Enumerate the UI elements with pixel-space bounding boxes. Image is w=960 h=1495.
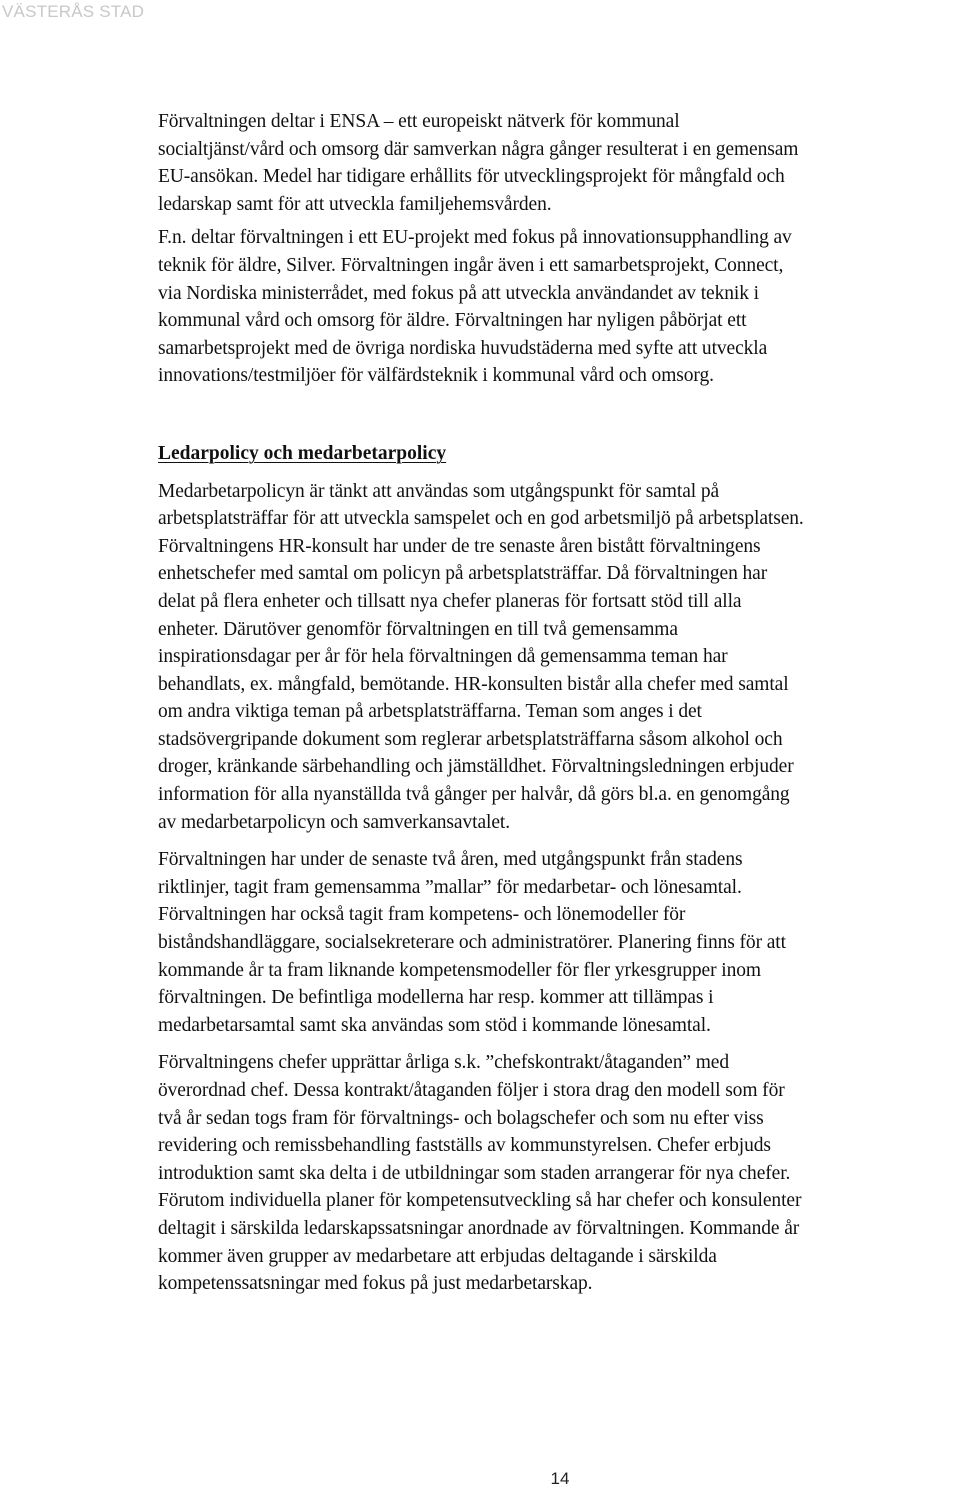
paragraph-medarbetarpolicy: Medarbetarpolicyn är tänkt att användas som utgångspunkt för samtal på arbetsplatsträffar för att utveckla samspelet och en god arbetsmiljö på arbetsplatsen. Förvaltningens HR-konsult har under de tre senaste åren bistått förvaltningens enhetschefer med samtal om policyn på arbetsplatsträffar. Då förvaltningen har delat på flera enheter och tillsatt nya chefer planeras för fortsatt stöd till alla enheter. Därutöver genomför förvaltningen en till två gemensamma inspirationsdagar per år för hela förvaltningen då gemensamma teman har behandlats, ex. mångfald, bemötande. HR-konsulten bistår alla chefer med samtal om andra viktiga teman på arbetsplatsträffarna. Teman som anges i det stadsövergripande dokument som reglerar arbetsplatsträffarna såsom alkohol och droger, kränkande särbehandling och jämställdhet. Förvaltningsledningen erbjuder information för alla nyanställda två gånger per halvår, då görs bl.a. en genomgång av medarbetarpolicyn och samverkansavtalet.: [158, 480, 804, 833]
page-number: 14: [550, 1469, 570, 1488]
paragraph-chefskontrakt: Förvaltningens chefer upprättar årliga s.k. ”chefskontrakt/åtaganden” med överordnad chef. Dessa kontrakt/åtaganden följer i stora drag den modell som för två år sedan togs fram för förvaltnings- och bolagschefer och som nu efter viss revidering och remissbehandling fastställs av kommunstyrelsen. Chefer erbjuds introduktion samt ska delta i de utbildningar som staden arrangerar för nya chefer. Förutom individuella planer för kompetensutveckling så har chefer och konsulenter deltagit i särskilda ledarskapssatsningar anordnade av förvaltningen. Kommande år kommer även grupper av medarbetare att erbjudas deltagande i särskilda kompetenssatsningar med fokus på just medarbetarskap.: [158, 1052, 802, 1295]
page-header-org: VÄSTERÅS STAD: [2, 2, 145, 21]
section-heading: Ledarpolicy och medarbetarpolicy: [158, 442, 447, 464]
paragraph-ensa: Förvaltningen deltar i ENSA – ett europeiskt nätverk för kommunal socialtjänst/vård och omsorg där samverkan några gånger resulterat i en gemensam EU-ansökan. Medel har tidigare erhållits för utvecklingsprojekt för mångfald och ledarskap samt för att utveckla familjehemsvården.: [158, 111, 799, 215]
paragraph-eu-projects: F.n. deltar förvaltningen i ett EU-projekt med fokus på innovationsupphandling av teknik för äldre, Silver. Förvaltningen ingår även i ett samarbetsprojekt, Connect, via Nordiska ministerrådet, med fokus på att utveckla användandet av teknik i kommunal vård och omsorg för äldre. Förvaltningen har nyligen påbörjat ett samarbetsprojekt med de övriga nordiska huvudstäderna med syfte att utveckla innovations/testmiljöer för välfärdsteknik i kommunal vård och omsorg.: [158, 227, 792, 387]
document-body: [158, 108, 958, 1298]
paragraph-mallar: Förvaltningen har under de senaste två åren, med utgångspunkt från stadens riktlinjer, tagit fram gemensamma ”mallar” för medarbetar- och lönesamtal. Förvaltningen har också tagit fram kompetens- och lönemodeller för biståndshandläggare, socialsekreterare och administratörer. Planering finns för att kommande år ta fram liknande kompetensmodeller för fler yrkesgrupper inom förvaltningen. De befintliga modellerna har resp. kommer att tillämpas i medarbetarsamtal samt ska användas som stöd i kommande lönesamtal.: [158, 849, 786, 1036]
